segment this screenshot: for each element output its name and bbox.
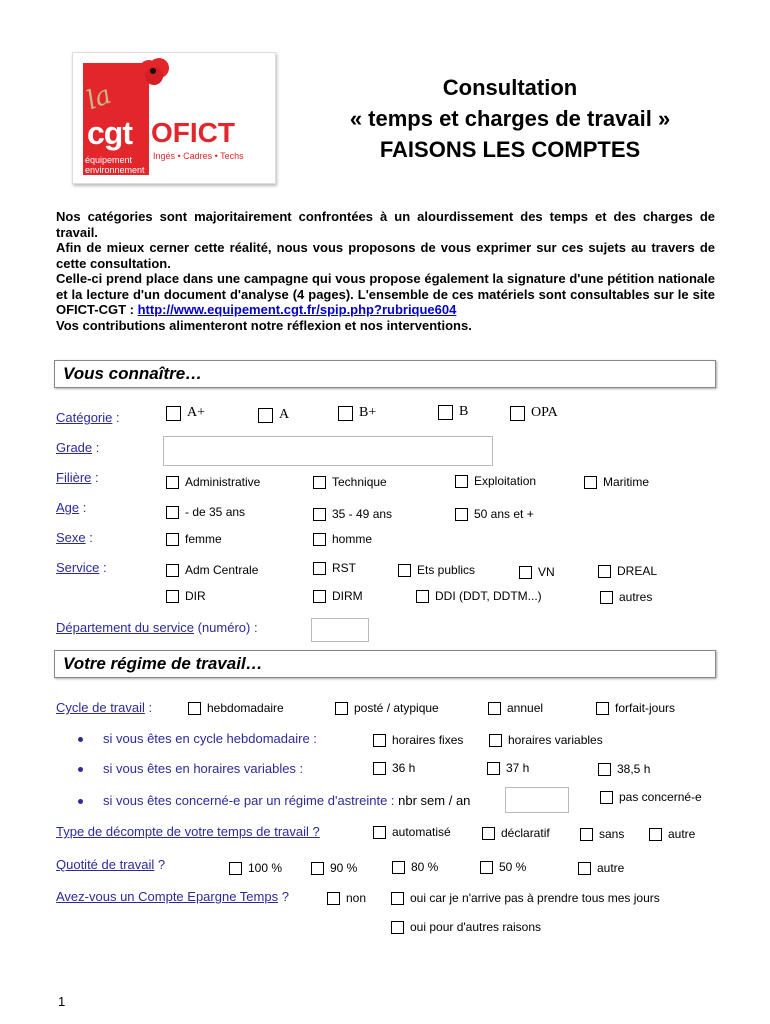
section-title: Vous connaître…: [63, 364, 203, 383]
cycle-label-text: Cycle de travail: [56, 700, 145, 715]
cycle-option[interactable]: [335, 701, 439, 715]
option-label: 38,5 h: [617, 762, 651, 776]
cycle-label: [56, 700, 152, 715]
checkbox-icon[interactable]: [335, 702, 348, 715]
cgt-ofict-logo: [72, 52, 276, 184]
cet-suffix: ?: [278, 889, 289, 904]
quotite-option[interactable]: [480, 860, 526, 874]
option-label: 50 %: [499, 860, 527, 874]
option-label: VN: [538, 565, 555, 579]
option-label: femme: [185, 532, 222, 546]
option-label: Ets publics: [417, 563, 476, 577]
age-option[interactable]: [455, 507, 534, 521]
title-line-3: FAISONS LES COMPTES: [379, 137, 641, 162]
option-label: hebdomadaire: [207, 701, 284, 715]
categorie-option[interactable]: [510, 405, 558, 421]
quotite-option[interactable]: [229, 861, 282, 875]
cycle-colon: :: [144, 700, 153, 715]
checkbox-icon[interactable]: [596, 702, 609, 715]
service-option[interactable]: [598, 564, 657, 578]
checkbox-icon[interactable]: [166, 590, 179, 603]
option-label: horaires fixes: [392, 733, 464, 747]
quotite-suffix: ?: [154, 857, 166, 872]
checkbox-icon[interactable]: [373, 762, 386, 775]
decompte-option[interactable]: [580, 827, 624, 841]
quotite-label-text: Quotité de travail: [56, 857, 155, 872]
service-option[interactable]: [313, 589, 363, 603]
option-label: oui car je n'arrive pas à prendre tous mes jours: [410, 891, 660, 905]
bullet-icon: [78, 737, 83, 742]
checkbox-icon[interactable]: [166, 564, 179, 577]
sexe-option[interactable]: [313, 532, 372, 546]
service-label: [56, 560, 107, 575]
checkbox-icon[interactable]: [398, 564, 411, 577]
option-label: Maritime: [603, 475, 650, 489]
categorie-option[interactable]: [166, 405, 205, 421]
option-label: forfait-jours: [615, 701, 676, 715]
checkbox-icon[interactable]: [600, 591, 613, 604]
quotite-option[interactable]: [311, 861, 357, 875]
checkbox-icon[interactable]: [391, 892, 404, 905]
intro-p2: Afin de mieux cerner cette réalité, nous vous proposons de vous exprimer sur ces sujets au travers de cette consultation.: [56, 240, 715, 271]
cet-label-text: Avez-vous un Compte Epargne Temps: [56, 889, 279, 904]
filiere-colon: :: [91, 470, 99, 485]
departement-input[interactable]: [311, 618, 369, 642]
checkbox-icon[interactable]: [438, 405, 453, 420]
option-label: A+: [187, 405, 206, 420]
checkbox-icon[interactable]: [580, 828, 593, 841]
option-label: automatisé: [392, 825, 451, 839]
checkbox-icon[interactable]: [482, 827, 495, 840]
age-label-text: Age: [56, 500, 80, 515]
bullet-text: si vous êtes concerné-e par un régime d'astreinte :: [103, 793, 395, 808]
option-label: 80 %: [411, 860, 439, 874]
service-colon: :: [99, 560, 107, 575]
categorie-option[interactable]: [338, 405, 376, 421]
checkbox-icon[interactable]: [598, 763, 611, 776]
option-label: RST: [332, 561, 356, 575]
bullet-text: si vous êtes en horaires variables :: [103, 761, 304, 776]
checkbox-icon[interactable]: [313, 476, 326, 489]
categorie-option[interactable]: [258, 407, 289, 423]
astreinte-input[interactable]: [505, 787, 569, 813]
checkbox-icon[interactable]: [338, 406, 353, 421]
grade-label: [56, 440, 99, 455]
decompte-label-text: Type de décompte de votre temps de travail ?: [56, 824, 320, 839]
intro-p3-text: Celle-ci prend place dans une campagne qui vous propose également la signature d'une pétition nationale et la lecture d'un document d'analyse (4 pages). L'ensemble de ces matériels sont consultables sur le site OFICT-CGT :: [56, 271, 715, 317]
categorie-option[interactable]: [438, 404, 468, 420]
option-label: B+: [359, 405, 377, 420]
checkbox-icon[interactable]: [584, 476, 597, 489]
filiere-option[interactable]: [166, 475, 260, 489]
decompte-option[interactable]: [373, 825, 451, 839]
categorie-label-text: Catégorie: [56, 410, 113, 425]
logo-environnement-text: environnement: [85, 165, 145, 175]
checkbox-icon[interactable]: [311, 862, 324, 875]
grade-label-text: Grade: [56, 440, 93, 455]
logo-cgt: cgt: [87, 115, 132, 151]
logo-subtitle: Ingés • Cadres • Techs: [153, 151, 244, 161]
bullet-icon: [78, 767, 83, 772]
checkbox-icon[interactable]: [392, 861, 405, 874]
option-label: DDI (DDT, DDTM...): [435, 589, 542, 603]
option-label: horaires variables: [508, 733, 603, 747]
categorie-label: [56, 410, 120, 425]
checkbox-icon[interactable]: [313, 508, 326, 521]
variables-option[interactable]: [373, 761, 415, 775]
option-label: DIR: [185, 589, 206, 603]
section-vous-connaitre: [54, 360, 716, 388]
bullet-text: si vous êtes en cycle hebdomadaire :: [103, 731, 317, 746]
logo-equipement-text: équipement: [85, 155, 133, 165]
intro-text: [56, 209, 715, 333]
intro-p3: [56, 271, 715, 318]
option-label: Technique: [332, 475, 387, 489]
checkbox-icon[interactable]: [229, 862, 242, 875]
intro-p1: Nos catégories sont majoritairement confrontées à un alourdissement des temps et des charges de travail.: [56, 209, 715, 240]
option-label: annuel: [507, 701, 544, 715]
cycle-option[interactable]: [488, 701, 543, 715]
site-link[interactable]: http://www.equipement.cgt.fr/spip.php?rubrique604: [137, 302, 457, 317]
checkbox-icon[interactable]: [327, 892, 340, 905]
bullet-astreinte: [78, 793, 470, 808]
decompte-label: [56, 824, 320, 839]
checkbox-icon[interactable]: [188, 702, 201, 715]
option-label: 90 %: [330, 861, 358, 875]
variables-option[interactable]: [487, 761, 529, 775]
checkbox-icon[interactable]: [166, 533, 179, 546]
grade-colon: :: [92, 440, 100, 455]
bullet-hebdomadaire: [78, 731, 317, 746]
departement-suffix: (numéro) :: [194, 620, 258, 635]
option-label: sans: [599, 827, 625, 841]
option-label: 36 h: [392, 761, 416, 775]
checkbox-icon[interactable]: [519, 566, 532, 579]
age-label: [56, 500, 86, 515]
quotite-label: [56, 857, 165, 872]
checkbox-icon[interactable]: [455, 508, 468, 521]
hebdo-option[interactable]: [373, 733, 463, 747]
decompte-option[interactable]: [482, 826, 550, 840]
checkbox-icon[interactable]: [391, 921, 404, 934]
service-option[interactable]: [398, 563, 475, 577]
checkbox-icon[interactable]: [166, 406, 181, 421]
service-option[interactable]: [416, 589, 542, 603]
option-label: Adm Centrale: [185, 563, 259, 577]
departement-label: [56, 620, 258, 635]
service-option[interactable]: [166, 589, 206, 603]
checkbox-icon[interactable]: [510, 406, 525, 421]
checkbox-icon[interactable]: [166, 476, 179, 489]
departement-label-text: Département du service: [56, 620, 195, 635]
filiere-option[interactable]: [455, 474, 536, 488]
checkbox-icon[interactable]: [480, 861, 493, 874]
option-label: Administrative: [185, 475, 261, 489]
sexe-colon: :: [85, 530, 93, 545]
checkbox-icon[interactable]: [578, 862, 591, 875]
section-title: Votre régime de travail…: [63, 654, 263, 673]
option-label: autres: [619, 590, 653, 604]
checkbox-icon[interactable]: [313, 590, 326, 603]
checkbox-icon[interactable]: [487, 762, 500, 775]
categorie-colon: :: [112, 410, 120, 425]
filiere-label: [56, 470, 99, 485]
title-line-1: Consultation: [442, 75, 578, 100]
checkbox-icon[interactable]: [416, 590, 429, 603]
checkbox-icon[interactable]: [373, 826, 386, 839]
page-number: 1: [58, 994, 66, 1009]
option-label: déclaratif: [501, 826, 550, 840]
option-label: OPA: [531, 405, 558, 420]
astreinte-suffix: nbr sem / an: [394, 793, 471, 808]
checkbox-icon[interactable]: [489, 734, 502, 747]
checkbox-icon[interactable]: [488, 702, 501, 715]
cycle-option[interactable]: [596, 701, 675, 715]
poppy-icon: [137, 57, 171, 87]
option-label: Exploitation: [474, 474, 537, 488]
intro-p4: Vos contributions alimenteront notre réflexion et nos interventions.: [56, 317, 472, 333]
option-label: oui pour d'autres raisons: [410, 920, 542, 934]
filiere-label-text: Filière: [56, 470, 92, 485]
sexe-label: [56, 530, 93, 545]
checkbox-icon[interactable]: [455, 475, 468, 488]
service-option[interactable]: [313, 561, 356, 575]
logo-equipement: [85, 155, 145, 175]
section-regime-travail: [54, 650, 716, 678]
checkbox-icon[interactable]: [373, 734, 386, 747]
bullet-icon: [78, 799, 83, 804]
service-option[interactable]: [166, 563, 258, 577]
cet-label: [56, 889, 289, 904]
cet-option[interactable]: [391, 891, 660, 905]
logo-la: la: [82, 79, 116, 117]
checkbox-icon[interactable]: [313, 533, 326, 546]
sexe-label-text: Sexe: [56, 530, 86, 545]
option-label: DIRM: [332, 589, 363, 603]
age-colon: :: [79, 500, 87, 515]
bullet-variables: [78, 761, 303, 776]
hebdo-option[interactable]: [489, 733, 603, 747]
filiere-option[interactable]: [313, 475, 387, 489]
service-option[interactable]: [519, 565, 555, 579]
option-label: B: [459, 404, 469, 419]
option-label: 35 - 49 ans: [332, 507, 393, 521]
checkbox-icon[interactable]: [649, 828, 662, 841]
title-line-2: « temps et charges de travail »: [349, 106, 671, 131]
service-option[interactable]: [600, 590, 652, 604]
cet-option[interactable]: [327, 891, 366, 905]
option-label: autre: [597, 861, 625, 875]
option-label: - de 35 ans: [185, 505, 246, 519]
grade-input[interactable]: [163, 436, 493, 466]
option-label: pas concerné-e: [619, 790, 702, 804]
checkbox-icon[interactable]: [258, 408, 273, 423]
variables-option[interactable]: [598, 762, 650, 776]
option-label: 50 ans et +: [474, 507, 534, 521]
option-label: autre: [668, 827, 696, 841]
logo-ofict: OFICT: [151, 117, 235, 148]
option-label: A: [279, 407, 290, 422]
service-label-text: Service: [56, 560, 100, 575]
option-label: non: [346, 891, 367, 905]
checkbox-icon[interactable]: [313, 562, 326, 575]
age-option[interactable]: [313, 507, 392, 521]
option-label: DREAL: [617, 564, 658, 578]
sexe-option[interactable]: [166, 532, 222, 546]
age-option[interactable]: [166, 505, 245, 519]
checkbox-icon[interactable]: [598, 565, 611, 578]
checkbox-icon[interactable]: [166, 506, 179, 519]
option-label: 37 h: [506, 761, 530, 775]
option-label: 100 %: [248, 861, 283, 875]
cet-option[interactable]: [391, 920, 541, 934]
page-title: [300, 72, 720, 165]
option-label: posté / atypique: [354, 701, 439, 715]
decompte-option[interactable]: [649, 827, 695, 841]
quotite-option[interactable]: [578, 861, 624, 875]
cycle-option[interactable]: [188, 701, 284, 715]
quotite-option[interactable]: [392, 860, 438, 874]
filiere-option[interactable]: [584, 475, 649, 489]
astreinte-option[interactable]: [600, 790, 702, 804]
checkbox-icon[interactable]: [600, 791, 613, 804]
option-label: homme: [332, 532, 373, 546]
